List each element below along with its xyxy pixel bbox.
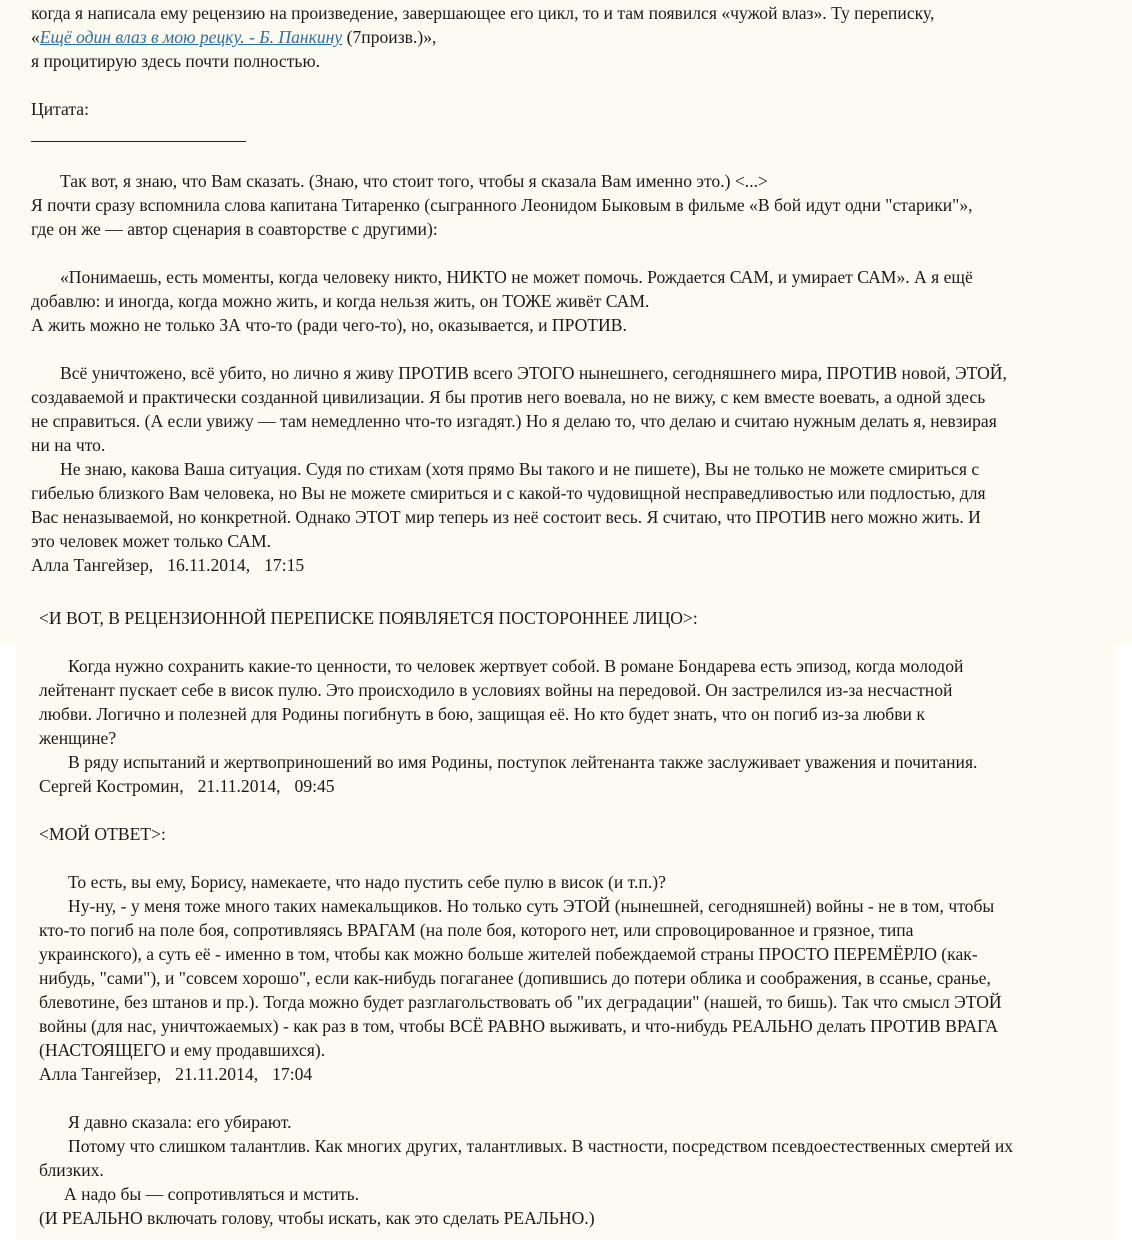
comment-block <box>39 654 977 798</box>
quote-line: Вас неназываемой, но конкретной. Однако ЭТОТ мир теперь из неё состоит весь. Я считаю, что ПРОТИВ него можно жить. И <box>31 507 981 527</box>
comment-line: любви. Логично и полезней для Родины погибнуть в бою, защищая её. Но кто будет знать, что он погиб из-за любви к <box>39 704 925 724</box>
comment-line: Когда нужно сохранить какие-то ценности, то человек жертвует собой. В романе Бондарева есть эпизод, когда молодой <box>68 656 964 676</box>
signature-time: 17:15 <box>264 555 305 575</box>
signature <box>39 1062 1002 1086</box>
reply-line: украинского), а суть её - именно в том, чтобы как можно больше жителей побеждаемой страны ПРОСТО ПЕРЕМЁРЛО (как- <box>39 944 978 964</box>
link-suffix: (7произв.)», <box>342 27 437 47</box>
reply-line: нибудь, "сами"), и "совсем хорошо", если как-нибудь погаганее (допившись до потери облика и соображения, в ссанье, сранье, <box>39 968 991 988</box>
section-heading: <И ВОТ, В РЕЦЕНЗИОННОЙ ПЕРЕПИСКЕ ПОЯВЛЯЕТСЯ ПОСТОРОННЕЕ ЛИЦО>: <box>39 608 698 628</box>
quote-line: «Понимаешь, есть моменты, когда человеку никто, НИКТО не может помочь. Рождается САМ, и умирает САМ». А я ещё <box>60 267 973 287</box>
final-line: А надо бы — сопротивляться и мстить. <box>64 1184 360 1204</box>
intro-line: я процитирую здесь почти полностью. <box>31 51 320 71</box>
quote-line: А жить можно не только ЗА что-то (ради чего-то), но, оказывается, и ПРОТИВ. <box>31 315 627 335</box>
final-line: близких. <box>39 1160 104 1180</box>
quote-line: где он же — автор сценария в соавторстве с другими): <box>31 219 438 239</box>
reply-block <box>39 870 1002 1086</box>
quote-block <box>31 361 1007 577</box>
comment-line: женщине? <box>39 728 117 748</box>
reply-line: (НАСТОЯЩЕГО и ему продавшихся). <box>39 1040 326 1060</box>
final-line: Потому что слишком талантлив. Как многих других, талантливых. В частности, посредством псевдоестественных смертей их <box>68 1136 1014 1156</box>
reply-line: блевотине, без штанов и пр.). Тогда можно будет разглагольствовать об "их деградации" (нашей, то бишь). Так что смысл ЭТОЙ <box>39 992 1002 1012</box>
quote-block <box>31 169 973 241</box>
quote-line: гибелью близкого Вам человека, но Вы не можете смириться и с какой-то чудовищной несправедливостью или подлостью, для <box>31 483 986 503</box>
intro-line: когда я написала ему рецензию на произведение, завершающее его цикл, то и там появился «чужой влаз». Ту переписку, <box>31 3 935 23</box>
citation-divider <box>31 141 246 142</box>
final-line: (И РЕАЛЬНО включать голову, чтобы искать, как это сделать РЕАЛЬНО.) <box>39 1208 595 1228</box>
review-link[interactable]: Ещё один влаз в мою рецку. - Б. Панкину <box>39 27 343 47</box>
quote-line: Я почти сразу вспомнила слова капитана Титаренко (сыгранного Леонидом Быковым в фильме «В бой идут одни "старики"», <box>31 195 973 215</box>
lower-content-panel <box>16 645 1116 1240</box>
quote-line: Не знаю, какова Ваша ситуация. Судя по стихам (хотя прямо Вы такого и не пишете), Вы не только не можете смириться с <box>60 459 980 479</box>
signature <box>31 553 1007 577</box>
reply-line: войны (для нас, уничтожаемых) - как раз в том, чтобы ВСЁ РАВНО выживать, и что-нибудь РЕАЛЬНО делать ПРОТИВ ВРАГА <box>39 1016 999 1036</box>
signature-author: Алла Тангейзер, <box>31 555 154 575</box>
reply-line: То есть, вы ему, Борису, намекаете, что надо пустить себе пулю в висок (и т.п.)? <box>68 872 666 892</box>
section-heading: <МОЙ ОТВЕТ>: <box>39 824 166 844</box>
final-line: Я давно сказала: его убирают. <box>68 1112 292 1132</box>
lower-document-section <box>0 645 1132 1240</box>
signature-author: Сергей Костромин, <box>39 776 184 796</box>
reply-line: Ну-ну, - у меня тоже много таких намекальщиков. Но только суть ЭТОЙ (нынешней, сегодняшней) войны - не в том, чтобы <box>68 896 995 916</box>
comment-line: лейтенант пускает себе в висок пулю. Это происходило в условиях войны на передовой. Он застрелился из-за несчастной <box>39 680 953 700</box>
intro-link-line <box>31 25 934 49</box>
reply-line: кто-то погиб на поле боя, сопротивляясь ВРАГАМ (на поле боя, которого нет, или спровоцированное и грязное, типа <box>39 920 914 940</box>
intro-paragraph <box>31 1 934 73</box>
quote-line: Всё уничтожено, всё убито, но лично я живу ПРОТИВ всего ЭТОГО нынешнего, сегодняшнего мира, ПРОТИВ новой, ЭТОЙ, <box>60 363 1007 383</box>
quote-line: добавлю: и иногда, когда можно жить, и когда нельзя жить, он ТОЖЕ живёт САМ. <box>31 291 650 311</box>
signature-author: Алла Тангейзер, <box>39 1064 162 1084</box>
signature-time: 17:04 <box>272 1064 313 1084</box>
quote-line: создаваемой и практически созданной цивилизации. Я бы против него воевала, но не вижу, с кем вместе воевать, а одной здесь <box>31 387 986 407</box>
signature-time: 09:45 <box>294 776 335 796</box>
citation-label: Цитата: <box>31 99 89 119</box>
final-note-block <box>39 1110 1013 1230</box>
quote-line: не справиться. (А если увижу — там немедленно что-то изгадят.) Но я делаю то, что делаю и считаю нужным делать я, невзирая <box>31 411 997 431</box>
quote-mark: « <box>31 27 40 47</box>
signature-date: 16.11.2014, <box>167 555 251 575</box>
signature <box>39 774 977 798</box>
comment-line: В ряду испытаний и жертвоприношений во имя Родины, поступок лейтенанта также заслуживает уважения и почитания. <box>68 752 978 772</box>
signature-date: 21.11.2014, <box>175 1064 259 1084</box>
quote-block <box>31 265 973 337</box>
signature-date: 21.11.2014, <box>197 776 281 796</box>
quote-line: Так вот, я знаю, что Вам сказать. (Знаю, что стоит того, чтобы я сказала Вам именно это.) <...> <box>60 171 768 191</box>
quote-line: ни на что. <box>31 435 106 455</box>
quote-line: это человек может только САМ. <box>31 531 271 551</box>
